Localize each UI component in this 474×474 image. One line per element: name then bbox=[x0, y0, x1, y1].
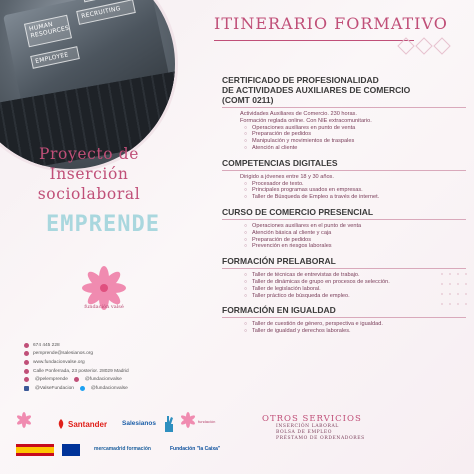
section-title: (COMT 0211) bbox=[222, 95, 274, 105]
title-underline bbox=[214, 40, 414, 41]
list-item: ○ Prevención en riesgos laborales bbox=[252, 243, 472, 250]
other-service-item: BOLSA DE EMPLEO bbox=[276, 430, 333, 435]
address-text: Calle Ponferrada, 23 posterior. 28029 Madrid bbox=[33, 368, 129, 374]
list-item: ○ Operaciones auxiliares en el punto de venta bbox=[252, 223, 472, 230]
social-row bbox=[24, 384, 129, 393]
list-item: ○ Preparación de pedidos bbox=[252, 237, 472, 244]
phone-text: 674 445 228 bbox=[33, 342, 60, 348]
eu-flag-icon bbox=[62, 444, 80, 456]
bullet-list bbox=[222, 125, 472, 152]
page-title: ITINERARIO FORMATIVO bbox=[214, 14, 448, 33]
list-item: ○ Taller de legislación laboral. bbox=[252, 286, 472, 293]
emprende-title: EMPRENDE bbox=[46, 212, 160, 237]
section-divider bbox=[222, 107, 466, 108]
list-item: ○ Preparación de pedidos bbox=[252, 131, 472, 138]
facebook-icon bbox=[24, 386, 29, 391]
contact-phone bbox=[24, 341, 129, 350]
section-competencias bbox=[222, 158, 472, 201]
section-title: CERTIFICADO DE PROFESIONALIDAD bbox=[222, 75, 379, 85]
list-item: ○ Operaciones auxiliares en punto de venta bbox=[252, 125, 472, 132]
list-item: ○ Taller de igualdad y derechos laborales. bbox=[252, 328, 472, 335]
logo-caption: fundación valsé bbox=[84, 304, 124, 310]
project-heading bbox=[14, 144, 164, 204]
hand-icon bbox=[162, 414, 176, 432]
list-item: ○ Procesador de texto. bbox=[252, 181, 472, 188]
social-row bbox=[24, 375, 129, 384]
contact-email[interactable] bbox=[24, 350, 129, 359]
section-divider bbox=[222, 317, 466, 318]
twitter-icon bbox=[80, 386, 85, 391]
recruiting-tile: RECRUITING bbox=[76, 0, 136, 25]
dot-pattern-decoration bbox=[438, 270, 470, 390]
section-intro: Actividades Auxiliares de Comercio. 230 horas. bbox=[240, 111, 357, 117]
instagram-handle[interactable]: @pelemprende bbox=[35, 377, 68, 383]
santander-flame-icon bbox=[56, 419, 66, 429]
list-item: ○ Atención al cliente bbox=[252, 145, 472, 152]
section-intro: Formación reglada online. Con NIE extracomunitario. bbox=[240, 117, 372, 124]
salesianos-logo: Salesianos bbox=[122, 420, 156, 427]
section-comercio bbox=[222, 207, 472, 250]
other-service-item: PRÉSTAMO DE ORDENADORES bbox=[276, 436, 365, 441]
flower-icon bbox=[16, 412, 32, 428]
section-intro: Dirigido a jóvenes entre 18 y 30 años. bbox=[240, 173, 334, 180]
mercamadrid-logo: mercamadrid formación bbox=[94, 446, 151, 452]
section-igualdad bbox=[222, 305, 472, 335]
phone-icon bbox=[24, 343, 29, 348]
project-heading-line: Proyecto de bbox=[39, 145, 139, 163]
list-item: ○ Atención básica al cliente y caja bbox=[252, 230, 472, 237]
section-divider bbox=[222, 219, 466, 220]
section-prelaboral bbox=[222, 256, 472, 299]
hr-tile: HUMAN RESOURCES bbox=[24, 15, 72, 48]
list-item: ○ Principales programas usados en empresas. bbox=[252, 187, 472, 194]
email-icon bbox=[24, 351, 29, 356]
spain-government-logo bbox=[16, 444, 54, 456]
location-icon bbox=[24, 369, 29, 374]
section-title: FORMACIÓN EN IGUALDAD bbox=[222, 305, 336, 316]
section-title: CURSO DE COMERCIO PRESENCIAL bbox=[222, 206, 374, 217]
project-heading-line: Inserción bbox=[49, 165, 129, 183]
flower-icon bbox=[180, 412, 196, 428]
bullet-list bbox=[222, 272, 472, 299]
email-text[interactable]: pemprende@salesianos.org bbox=[33, 351, 94, 357]
other-services bbox=[262, 414, 365, 442]
santander-logo: Santander bbox=[68, 420, 108, 429]
fundacion-small-logo: fundación bbox=[198, 419, 216, 424]
list-item: ○ Taller de técnicas de entrevistas de trabajo. bbox=[252, 272, 472, 279]
section-title: COMPETENCIAS DIGITALES bbox=[222, 157, 338, 168]
section-certificado bbox=[222, 75, 472, 152]
list-item: ○ Taller de dinámicas de grupo en procesos de selección. bbox=[252, 279, 472, 286]
course-sections bbox=[222, 75, 472, 341]
instagram-handle[interactable]: @fundacionvalse bbox=[84, 377, 122, 383]
globe-icon bbox=[24, 360, 29, 365]
diamond-decoration bbox=[396, 36, 456, 56]
instagram-icon bbox=[24, 377, 29, 382]
bullet-list bbox=[222, 181, 472, 201]
section-divider bbox=[222, 170, 466, 171]
contact-address bbox=[24, 367, 129, 376]
facebook-handle[interactable]: @ValseFundacion bbox=[35, 385, 74, 391]
employee-tile: EMPLOYEE bbox=[30, 46, 80, 69]
web-text[interactable]: www.fundacionvalse.org bbox=[33, 359, 85, 365]
list-item: ○ Taller de cuestión de género, perspectiva e igualdad. bbox=[252, 321, 472, 328]
bullet-list bbox=[222, 223, 472, 250]
sponsor-strip bbox=[10, 406, 221, 468]
other-service-item: INSERCIÓN LABORAL bbox=[276, 424, 339, 429]
section-title: FORMACIÓN PRELABORAL bbox=[222, 256, 336, 267]
section-title: DE ACTIVIDADES AUXILIARES DE COMERCIO bbox=[222, 85, 411, 95]
twitter-handle[interactable]: @fundacionvalse bbox=[90, 385, 128, 391]
section-divider bbox=[222, 268, 466, 269]
other-services-title: OTROS SERVICIOS bbox=[262, 414, 362, 424]
project-heading-line: sociolaboral bbox=[37, 185, 141, 203]
contact-web[interactable] bbox=[24, 358, 129, 367]
contact-list bbox=[24, 341, 129, 393]
caixa-logo: Fundación "la Caixa" bbox=[170, 446, 221, 452]
list-item: ○ Taller práctico de búsqueda de empleo. bbox=[252, 293, 472, 300]
instagram-icon bbox=[74, 377, 79, 382]
list-item: ○ Taller de Búsqueda de Empleo a través de internet. bbox=[252, 194, 472, 201]
list-item: ○ Manipulación y movimientos de traspales bbox=[252, 138, 472, 145]
bullet-list bbox=[222, 321, 472, 335]
